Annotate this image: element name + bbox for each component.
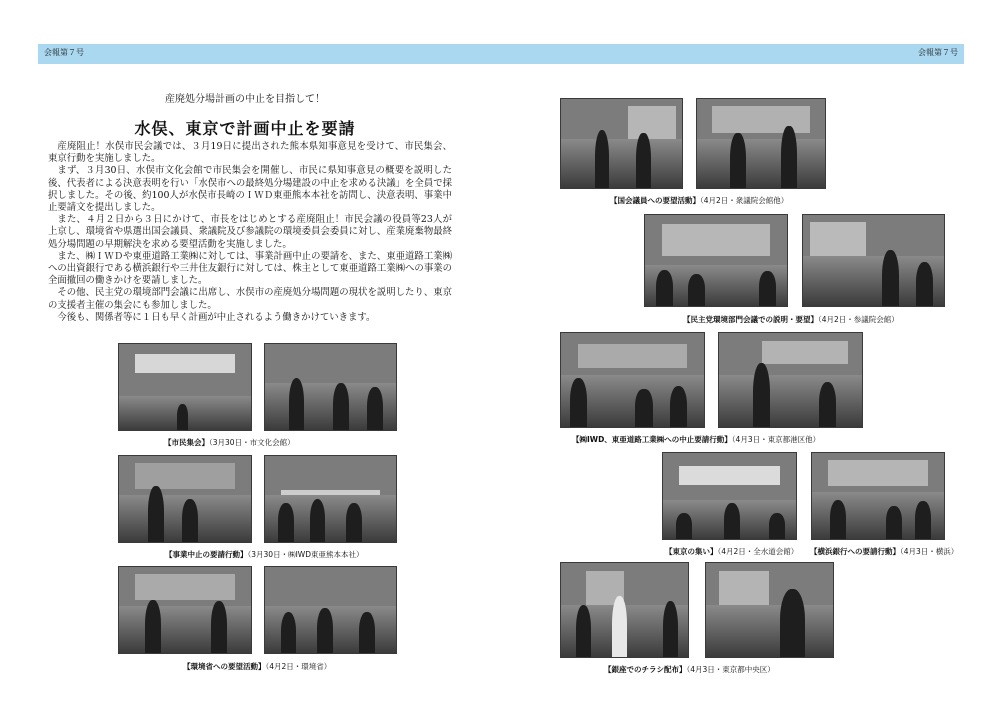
caption-title: 【事業中止の要請行動】 [165, 550, 248, 559]
caption-title: 【㈱IWD、東亜道路工業㈱への中止要請行動】 [572, 435, 732, 444]
issue-number-left: 会報第７号 [44, 48, 84, 57]
photo-diet-member-request-office [560, 98, 683, 189]
caption-company-request [572, 434, 820, 445]
caption-detail: （4月3日・横浜） [900, 547, 959, 556]
caption-tokyo-gathering [665, 546, 798, 557]
header-bar [38, 44, 964, 64]
photo-dpj-meeting-speaker [802, 214, 945, 307]
caption-detail: （4月2日・参議院会館） [818, 315, 899, 324]
article-body [48, 141, 452, 324]
caption-detail: （3月30日・㈱IWD東亜熊本本社） [247, 550, 364, 559]
photo-ministry-request-handover [118, 566, 252, 654]
article-kicker: 産廃処分場計画の中止を目指して！ [165, 94, 325, 105]
caption-ginza-leaflets [604, 664, 775, 675]
caption-yokohama-bank [810, 546, 958, 557]
caption-detail: （3月30日・市文化会館） [209, 438, 295, 447]
photo-citizens-rally-audience [264, 343, 397, 431]
caption-title: 【横浜銀行への要請行動】 [810, 547, 900, 556]
caption-detail: （4月2日・衆議院会館他） [700, 196, 789, 205]
article-paragraph: 産廃阻止！水俣市民会議では、３月19日に提出された熊本県知事意見を受けて、市民集会、東京行動を実施しました。 [48, 141, 452, 165]
caption-detail: （4月2日・全水道会館） [717, 547, 799, 556]
caption-title: 【市民集会】 [164, 438, 209, 447]
caption-dpj-meeting [683, 314, 899, 325]
caption-ministry-request [183, 661, 331, 672]
photo-halt-request-crowd [264, 455, 397, 543]
caption-halt-request [165, 549, 363, 560]
caption-detail: （4月2日・環境省） [265, 662, 332, 671]
photo-diet-member-request-handover [696, 98, 826, 189]
caption-detail: （4月3日・東京都港区他） [731, 435, 821, 444]
article-headline: 水俣、東京で計画中止を要請 [134, 119, 356, 138]
caption-detail: （4月3日・東京都中央区） [686, 665, 775, 674]
caption-diet-member-request [610, 195, 788, 206]
photo-citizens-rally-stage [118, 343, 252, 431]
caption-title: 【民主党環境部門会議での説明・要望】 [683, 315, 818, 324]
photo-yokohama-bank-request [811, 452, 945, 540]
article-paragraph: まず、３月30日、水俣市文化会館で市民集会を開催し、市民に県知事意見の概要を説明した後、代表者による決意表明を行い「水俣市への最終処分場建設の中止を求める決議」を全員で採択しました。その後、約100人が水俣市長崎のＩＷＤ東亜熊本本社を訪問し、決意表明、事業中止要請文を提出しました。 [48, 165, 452, 214]
photo-dpj-meeting-room [644, 214, 788, 307]
article-paragraph: その他、民主党の環境部門会議に出席し、水俣市の産廃処分場問題の現状を説明したり、東京の支援者主催の集会にも参加しました。 [48, 287, 452, 311]
caption-title: 【銀座でのチラシ配布】 [604, 665, 687, 674]
photo-company-request-reading [718, 332, 863, 428]
caption-title: 【環境省への要望活動】 [183, 662, 266, 671]
article-paragraph: また、４月２日から３日にかけて、市長をはじめとする産廃阻止！市民会議の役員等23人が上京し、環境省や県選出国会議員、衆議院及び参議院の環境委員会委員に対し、産業廃棄物最終処分場問題の早期解決を求める要望活動を実施しました。 [48, 214, 452, 250]
issue-number-right: 会報第７号 [918, 48, 958, 57]
caption-citizens-rally [164, 437, 295, 448]
photo-ginza-leaflets-speaker [705, 562, 834, 658]
photo-company-request-table [560, 332, 705, 428]
photo-ginza-leaflets-street [560, 562, 689, 658]
caption-title: 【東京の集い】 [665, 547, 718, 556]
article-paragraph: また、㈱ＩＷＤや東亜道路工業㈱に対しては、事業計画中止の要請を、また、東亜道路工業㈱への出資銀行である横浜銀行や三井住友銀行に対しては、株主として東亜道路工業㈱への事業の全面撤回の働きかけを要請しました。 [48, 250, 452, 287]
photo-tokyo-gathering [662, 452, 797, 540]
photo-ministry-request-meeting [264, 566, 397, 654]
photo-halt-request-entrance [118, 455, 252, 543]
article-paragraph: 今後も、関係者等に１日も早く計画が中止されるよう働きかけていきます。 [57, 311, 376, 323]
caption-title: 【国会議員への要望活動】 [610, 196, 700, 205]
